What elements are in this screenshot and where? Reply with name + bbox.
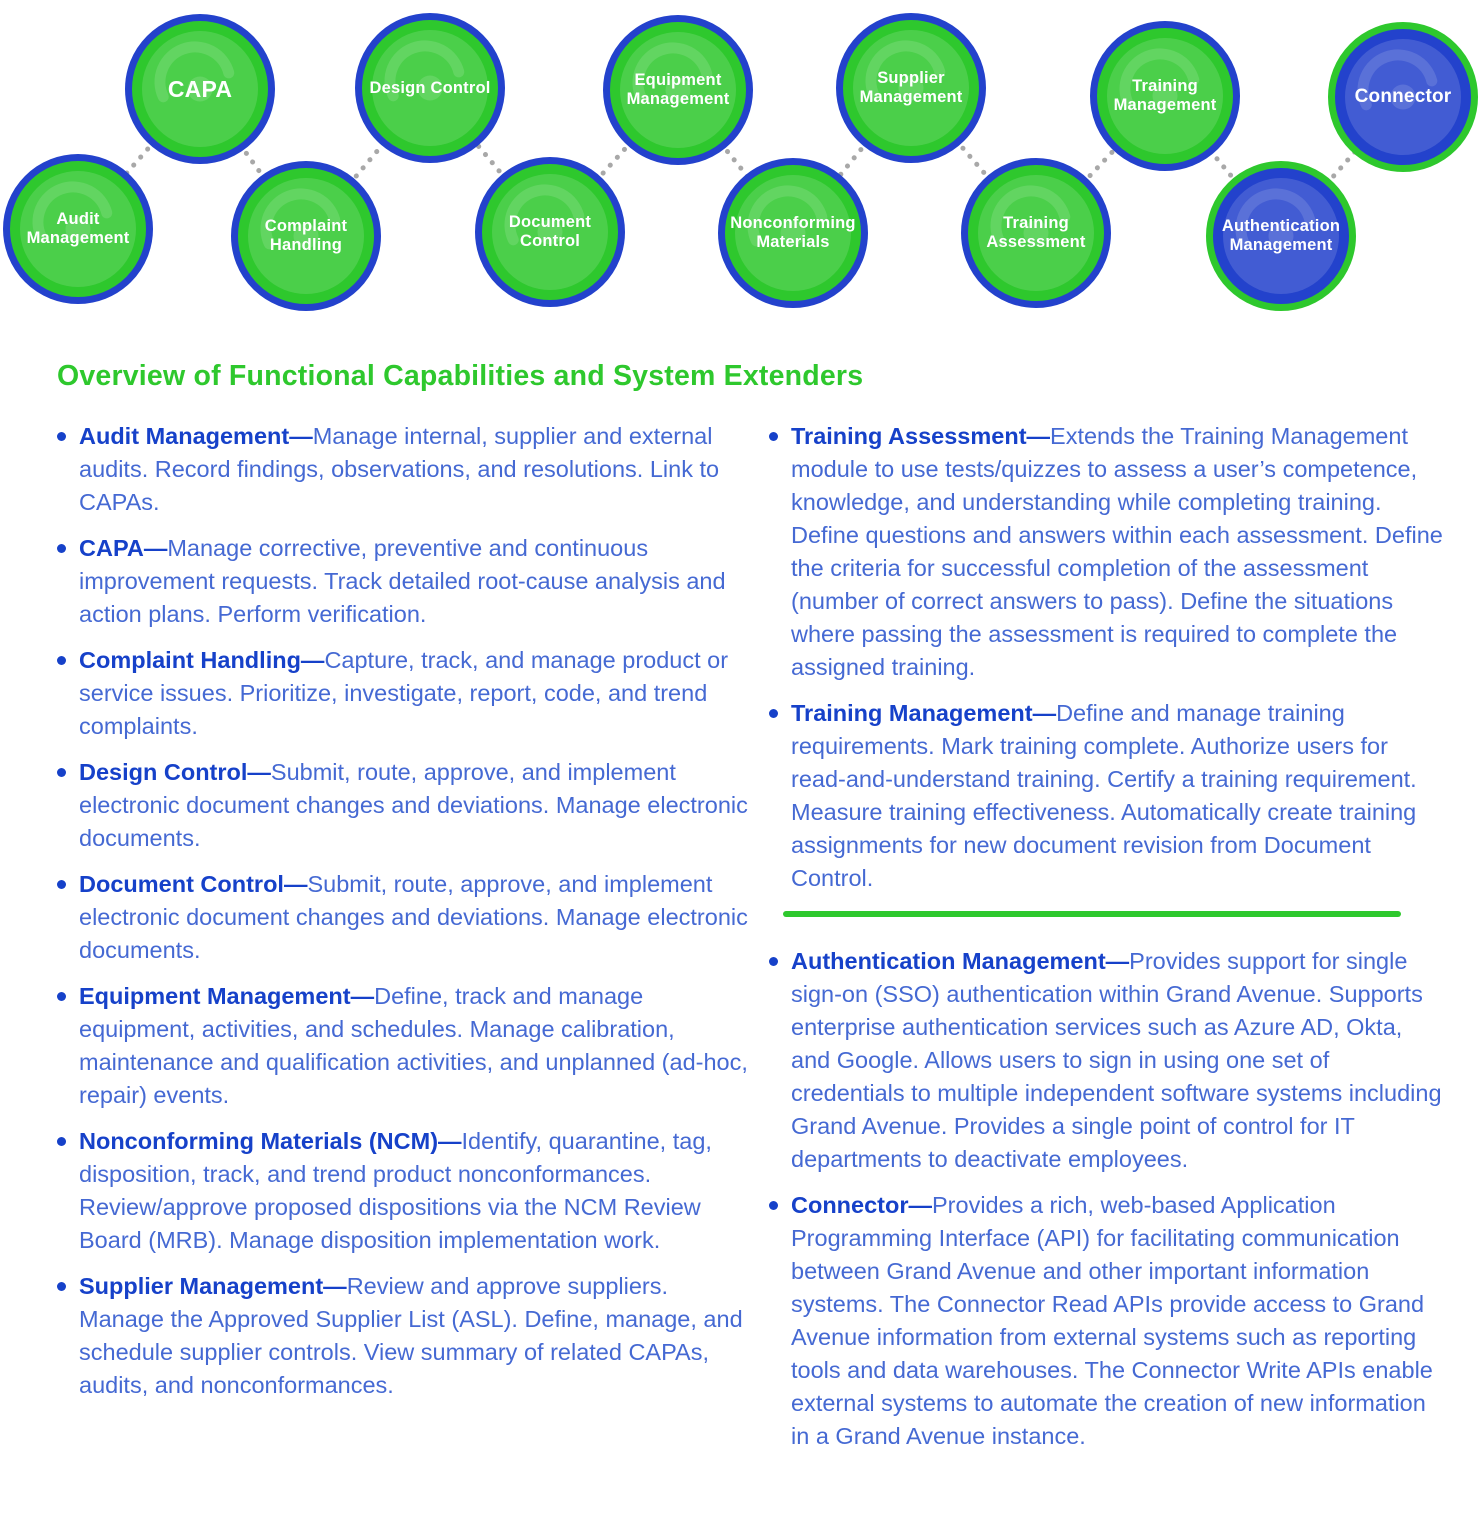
bullet-text: Audit Management—Manage internal, supplier and external audits. Record findings, observations, and resolutions. Link to CAPAs. — [79, 423, 720, 515]
bullet-item-capa — [57, 532, 749, 631]
bullet-dot — [57, 432, 66, 441]
bullet-item-equipment-management — [57, 980, 749, 1112]
bullet-dot — [57, 768, 66, 777]
diagram-node-label: Document Control — [508, 213, 592, 250]
bullet-text: Complaint Handling—Capture, track, and manage product or service issues. Prioritize, investigate, report, code, and trend complaints. — [79, 647, 729, 739]
bullet-text: Training Assessment—Extends the Training Management module to use tests/quizzes to assess a user’s competence, knowledge, and understanding while completing training. Define questions and answers within each assessment. Define the criteria for successful completion of the assessment (number of correct answers to pass). Define the situations where passing the assessment is required to complete the assigned training. — [791, 423, 1443, 680]
bullet-item-connector — [769, 1189, 1447, 1453]
bullet-item-nonconforming-materials-ncm — [57, 1125, 749, 1257]
bullet-title: CAPA— — [79, 535, 168, 561]
diagram-node-connector — [1328, 22, 1478, 172]
bullet-dot — [57, 1137, 66, 1146]
bullet-title: Complaint Handling— — [79, 647, 325, 673]
bullet-text: Training Management—Define and manage training requirements. Mark training complete. Authorize users for read-and-understand training. Certify a training requirement. Measure training effectiveness. Automatically create training assignments for new document revision from Document Control. — [791, 700, 1417, 891]
diagram-node-label: Nonconforming Materials — [730, 214, 856, 251]
diagram-node-label: CAPA — [167, 75, 233, 102]
bullet-dot — [769, 432, 778, 441]
bullet-text: CAPA—Manage corrective, preventive and continuous improvement requests. Track detailed root-cause analysis and action plans. Perform verification. — [79, 535, 726, 627]
diagram-node-audit-management — [3, 154, 153, 304]
diagram-node-label: Equipment Management — [626, 71, 730, 108]
bullet-title: Authentication Management— — [791, 948, 1130, 974]
bullet-dot — [57, 992, 66, 1001]
diagram-node-label: Complaint Handling — [264, 217, 348, 254]
bullet-item-authentication-management — [769, 945, 1447, 1176]
bullet-title: Design Control— — [79, 759, 271, 785]
bullet-text: Document Control—Submit, route, approve, and implement electronic document changes and deviations. Manage electronic documents. — [79, 871, 748, 963]
bullet-dot — [769, 957, 778, 966]
diagram-node-training-assessment — [961, 158, 1111, 308]
bullet-dot — [57, 1282, 66, 1291]
overview-heading: Overview of Functional Capabilities and System Extenders — [57, 360, 864, 392]
diagram-node-design-control — [355, 13, 505, 163]
bullet-text: Design Control—Submit, route, approve, and implement electronic document changes and deviations. Manage electronic documents. — [79, 759, 748, 851]
bullet-item-complaint-handling — [57, 644, 749, 743]
bullet-item-audit-management — [57, 420, 749, 519]
bullet-text: Connector—Provides a rich, web-based Application Programming Interface (API) for facilitating communication between Grand Avenue and other important information systems. The Connector Read APIs provide access to Grand Avenue information from external systems such as reporting tools and data warehouses. The Connector Write APIs enable external systems to automate the creation of new information in a Grand Avenue instance. — [791, 1192, 1433, 1449]
bullet-item-supplier-management — [57, 1270, 749, 1402]
diagram-node-label: Authentication Management — [1221, 217, 1341, 254]
right-column — [769, 420, 1447, 1466]
diagram-node-label: Design Control — [369, 78, 491, 97]
diagram-node-equipment-management — [603, 15, 753, 165]
diagram-node-training-management — [1090, 21, 1240, 171]
diagram-node-document-control — [475, 157, 625, 307]
bullet-title: Connector— — [791, 1192, 932, 1218]
bullet-item-training-management — [769, 697, 1447, 895]
bullet-title: Training Management— — [791, 700, 1057, 726]
bullet-text: Supplier Management—Review and approve suppliers. Manage the Approved Supplier List (ASL). Define, manage, and schedule supplier controls. View summary of related CAPAs, audits, and nonconformances. — [79, 1273, 743, 1398]
diagram-node-label: Training Assessment — [986, 214, 1086, 251]
bullet-title: Audit Management— — [79, 423, 313, 449]
bullet-dot — [57, 656, 66, 665]
capability-diagram — [0, 0, 1483, 332]
extenders-divider — [783, 911, 1401, 917]
diagram-node-nonconforming-materials — [718, 158, 868, 308]
bullet-item-design-control — [57, 756, 749, 855]
diagram-node-label: Connector — [1354, 86, 1452, 108]
bullet-title: Supplier Management— — [79, 1273, 347, 1299]
bullet-dot — [57, 880, 66, 889]
bullet-title: Document Control— — [79, 871, 308, 897]
bullet-dot — [57, 544, 66, 553]
diagram-node-label: Audit Management — [26, 210, 130, 247]
diagram-node-supplier-management — [836, 13, 986, 163]
bullet-dot — [769, 1201, 778, 1210]
bullet-item-training-assessment — [769, 420, 1447, 684]
bullet-dot — [769, 709, 778, 718]
diagram-node-label: Supplier Management — [859, 69, 963, 106]
bullet-title: Training Assessment— — [791, 423, 1051, 449]
bullet-title: Nonconforming Materials (NCM)— — [79, 1128, 462, 1154]
diagram-node-capa — [125, 14, 275, 164]
diagram-node-complaint-handling — [231, 161, 381, 311]
bullet-item-document-control — [57, 868, 749, 967]
bullet-text: Authentication Management—Provides support for single sign-on (SSO) authentication within Grand Avenue. Supports enterprise authentication services such as Azure AD, Okta, and Google. Allows users to sign in using one set of credentials to multiple independent software systems including Grand Avenue. Provides a single point of control for IT departments to deactivate employees. — [791, 948, 1442, 1172]
bullet-text: Nonconforming Materials (NCM)—Identify, quarantine, tag, disposition, track, and trend product nonconformances. Review/approve proposed dispositions via the NCM Review Board (MRB). Manage disposition implementation work. — [79, 1128, 712, 1253]
diagram-node-authentication-management — [1206, 161, 1356, 311]
bullet-text: Equipment Management—Define, track and manage equipment, activities, and schedules. Manage calibration, maintenance and qualification activities, and unplanned (ad-hoc, repair) events. — [79, 983, 748, 1108]
bullet-title: Equipment Management— — [79, 983, 375, 1009]
diagram-node-label: Training Management — [1113, 77, 1217, 114]
left-column — [57, 420, 749, 1415]
